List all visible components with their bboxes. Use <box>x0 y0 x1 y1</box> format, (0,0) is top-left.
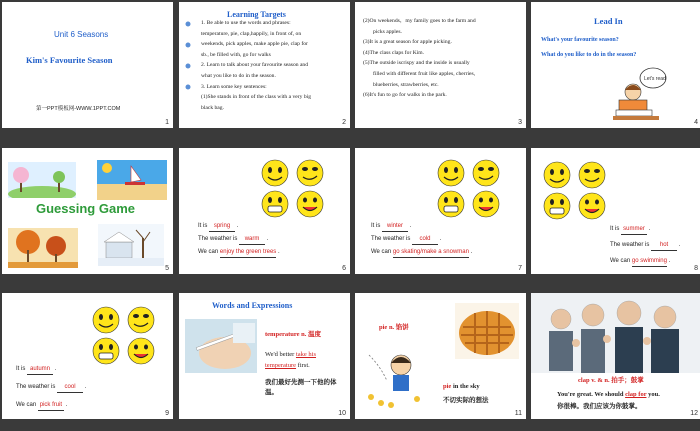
winter-picture <box>98 224 164 266</box>
slide-11-thumbnail[interactable] <box>355 293 526 419</box>
line: blueberries, strawberries, etc. <box>373 81 439 88</box>
slide-1-thumbnail[interactable] <box>2 2 173 128</box>
slide-number: 5 <box>165 265 169 272</box>
line: (4)The class claps for Kim. <box>363 49 425 56</box>
slide-12-thumbnail[interactable] <box>531 293 700 419</box>
answer-blank: warm <box>239 236 265 245</box>
slide-number: 12 <box>690 410 698 417</box>
slide-9-thumbnail[interactable] <box>2 293 173 419</box>
slide-5-thumbnail[interactable] <box>2 148 173 274</box>
answer-blank: cool <box>57 384 83 393</box>
answer-line-1: It is summer . <box>610 226 650 235</box>
slide-number: 9 <box>165 410 169 417</box>
thermometer-photo <box>185 319 257 373</box>
target-list <box>201 18 311 113</box>
slide-title: Kim's Favourite Season <box>26 55 113 65</box>
line: (5)The outside iscrispy and the inside is usually <box>363 60 470 67</box>
answer-line-3: We can go skating/make a snowman . <box>371 249 472 258</box>
line: 1. Be able to use the words and phrases: <box>201 20 291 26</box>
word-entry: clap v. & n. 拍手；鼓掌 <box>578 377 644 384</box>
answer-line-3: We can pick fruit . <box>16 402 67 411</box>
slide-number: 4 <box>694 119 698 126</box>
bullet-icons <box>183 20 197 100</box>
slide-6-thumbnail[interactable] <box>179 148 350 274</box>
smiley-faces-icon <box>541 160 611 222</box>
line: filled with different fruit like apples, cherries, <box>373 70 476 77</box>
slide-number: 1 <box>165 119 169 126</box>
clapping-people-photo <box>531 293 700 373</box>
question-1: What's your favourite season? <box>541 37 619 43</box>
example-sentence: We'd better take his temperature first. <box>265 351 317 370</box>
answer-blank: pick fruit <box>38 402 64 411</box>
autumn-picture <box>8 228 78 268</box>
idiom: pie in the sky <box>443 383 480 390</box>
slide-number: 11 <box>514 410 522 417</box>
speech-bubble-text: Let's read <box>644 76 666 82</box>
slide-8-thumbnail[interactable] <box>531 148 700 274</box>
slide-heading: Learning Targets <box>227 10 286 19</box>
slide-2-thumbnail[interactable] <box>179 2 350 128</box>
answer-line-2: The weather is cool . <box>16 384 86 393</box>
line: (3)It is a great season for apple picking. <box>363 39 452 46</box>
chinese-translation: 你很棒。我们应该为你鼓掌。 <box>557 403 642 410</box>
answer-blank: hot <box>651 242 677 251</box>
answer-line-2: The weather is warm . <box>198 236 268 245</box>
slide-7-thumbnail[interactable] <box>355 148 526 274</box>
smiley-faces-icon <box>90 305 160 367</box>
pie-photo <box>455 303 519 359</box>
slide-heading: Lead In <box>594 16 623 26</box>
example-sentence: You're great. We should clap for you. <box>557 391 660 398</box>
line: weekends, pick apples, make apple pie, clap for <box>201 41 308 48</box>
answer-blank: enjoy the green trees <box>220 249 276 258</box>
footer-text: 第一PPT模板网-WWW.1PPT.COM <box>36 106 121 112</box>
answer-blank: summer <box>621 226 647 235</box>
answer-blank: go swimming <box>632 258 667 267</box>
answer-line-1: It is winter . <box>371 223 411 232</box>
answer-line-1: It is autumn . <box>16 366 56 375</box>
reading-girl-illustration <box>611 64 671 122</box>
line: picks apples. <box>373 28 402 35</box>
word-entry: pie n. 馅饼 <box>379 324 409 331</box>
slide-heading: Words and Expressions <box>212 301 293 310</box>
line: 2. Learn to talk about your favourite season and <box>201 62 309 69</box>
smiley-faces-icon <box>435 158 505 220</box>
answer-line-2: The weather is hot . <box>610 242 680 251</box>
answer-blank: go skating/make a snowman <box>393 249 469 258</box>
game-title: Guessing Game <box>36 201 135 216</box>
slide-3-thumbnail[interactable] <box>355 2 526 128</box>
answer-line-2: The weather is cold . <box>371 236 441 245</box>
slide-10-thumbnail[interactable] <box>179 293 350 419</box>
line: (2)On weekends，my family goes to the farm and <box>363 18 476 24</box>
line: (6)It's fun to go for walks in the park. <box>363 92 447 99</box>
slide-number: 2 <box>342 119 346 126</box>
line: (1)She stands in front of the class with a very big <box>201 94 311 101</box>
chinese-translation: 不切实际的想法 <box>443 397 489 404</box>
slide-number: 6 <box>342 265 346 272</box>
answer-blank: autumn <box>27 366 53 375</box>
answer-line-3: We can enjoy the green trees . <box>198 249 280 258</box>
slide-4-thumbnail[interactable] <box>531 2 700 128</box>
slide-number: 10 <box>338 410 346 417</box>
summer-picture <box>97 160 167 200</box>
sentence-list <box>363 16 476 101</box>
line: 3. Learn some key sentences: <box>201 83 267 90</box>
answer-line-1: It is spring . <box>198 223 238 232</box>
answer-line-3: We can go swimming . <box>610 258 670 267</box>
spring-picture <box>8 162 76 198</box>
answer-blank: winter <box>382 223 408 232</box>
answer-blank: cold <box>412 236 438 245</box>
word-entry: temperature n. 温度 <box>265 331 322 338</box>
slide-number: 3 <box>518 119 522 126</box>
cartoon-boy-illustration <box>361 347 431 411</box>
smiley-faces-icon <box>259 158 329 220</box>
question-2: What do you like to do in the season? <box>541 52 637 58</box>
line: temperature, pie, clap,happily, in front of, on <box>201 30 302 37</box>
chinese-translation: 我们最好先测一下他的体温。 <box>265 379 337 397</box>
line: black bag. <box>201 104 224 111</box>
unit-label: Unit 6 Seasons <box>54 30 109 39</box>
line: what you like to do in the season. <box>201 72 276 79</box>
slide-number: 7 <box>518 265 522 272</box>
line: sb., be filled with, go for walks <box>201 51 271 58</box>
slide-number: 8 <box>694 265 698 272</box>
answer-blank: spring <box>209 223 235 232</box>
